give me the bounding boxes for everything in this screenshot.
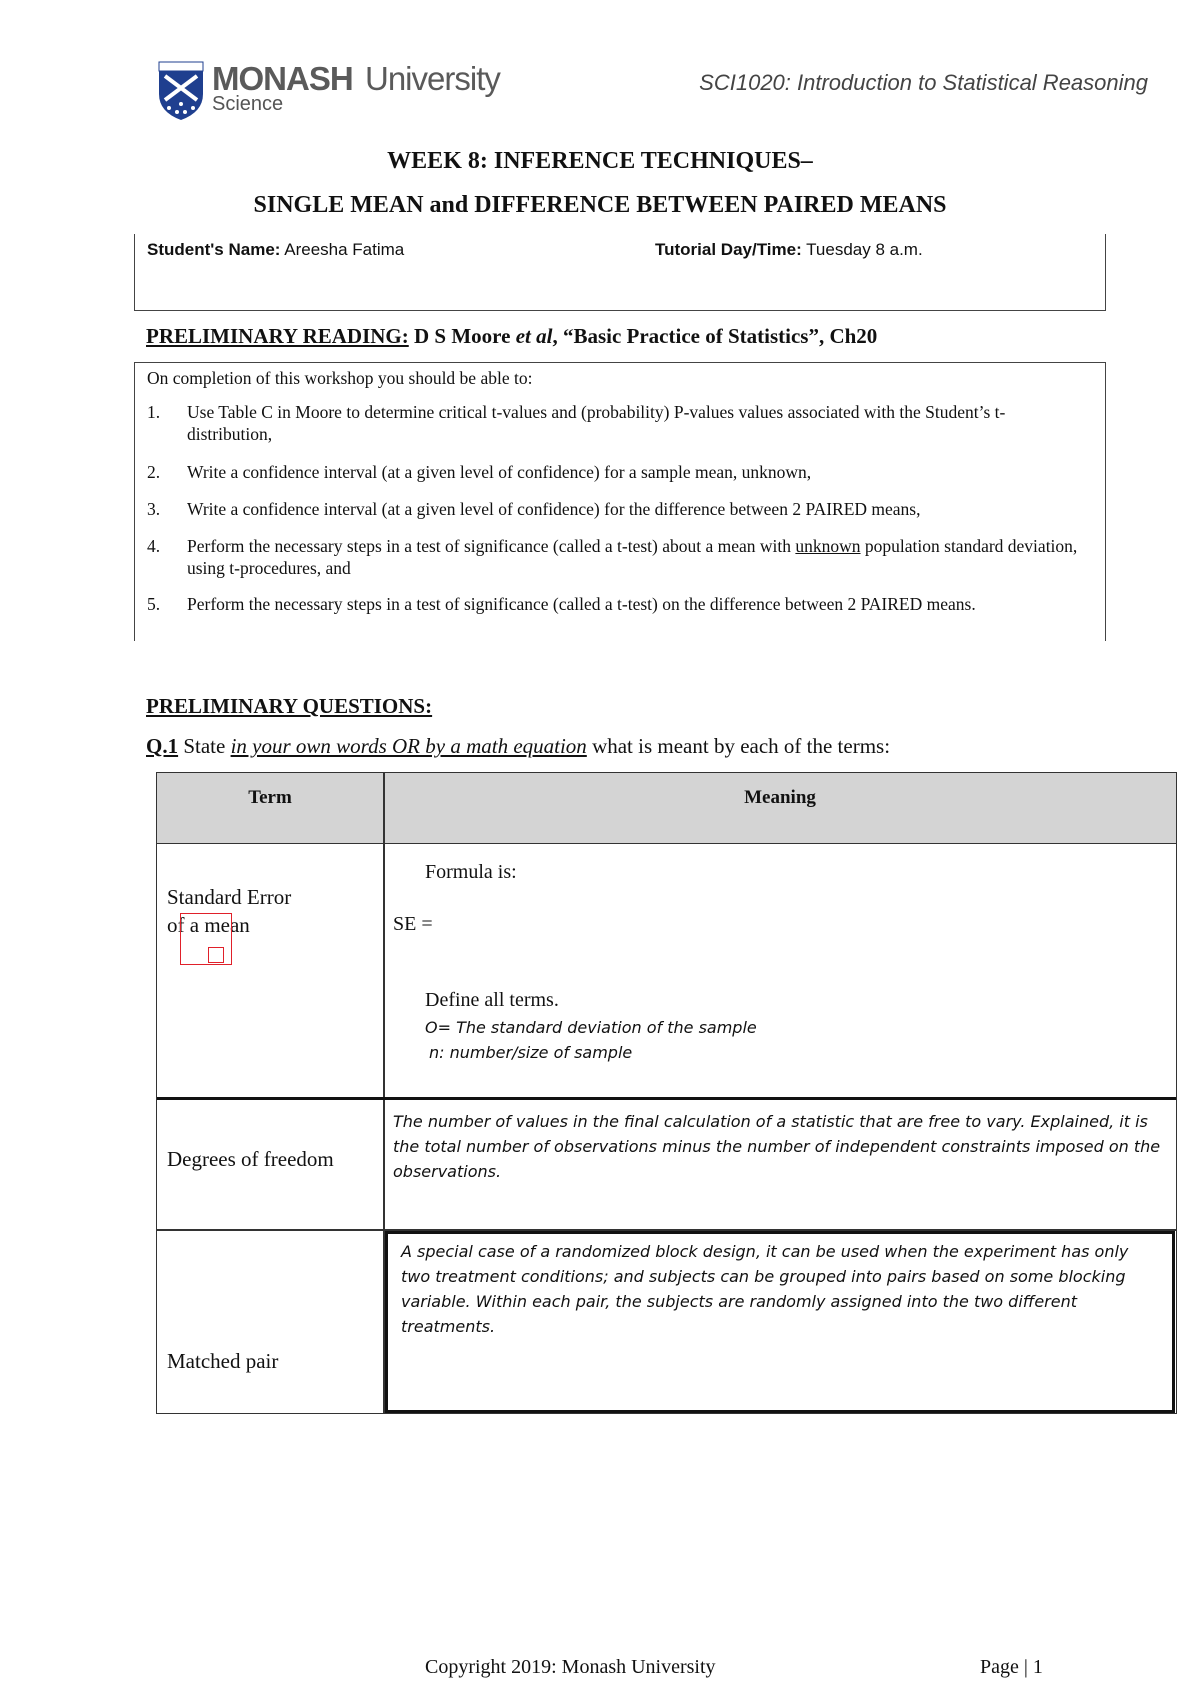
learning-objectives [134, 362, 1106, 641]
reading-text-b: , “Basic Practice of Statistics”, Ch20 [552, 324, 878, 348]
q1-label: Q.1 [146, 734, 179, 758]
se-formula: SE = [393, 913, 433, 935]
objective-text-a: Perform the necessary steps in a test of significance (called a t-test) about a mean with [187, 536, 796, 556]
header-meaning: Meaning [744, 787, 816, 808]
objective-text-b: population standard deviation, using t-procedures, and [187, 536, 1078, 578]
table-row-meaning: A special case of a randomized block design, it can be used when the experiment has only two treatment conditions; and subjects can be grouped into pairs based on some blocking variable. Within each pair, the subjects are randomly assigned into the two different treatments. [401, 1242, 1129, 1336]
terms-table [156, 772, 1177, 1414]
q1-text-a: State [178, 734, 231, 758]
footer-page-number: Page | 1 [980, 1656, 1043, 1678]
logo-science-word: Science [212, 93, 284, 115]
objective-text-underline: unknown [795, 536, 861, 556]
objective-text: Perform the necessary steps in a test of significance (called a t-test) on the difference between 2 PAIRED means. [187, 594, 976, 614]
table-row-meaning: The number of values in the final calculation of a statistic that are free to vary. Explained, it is the total number of observations minus the number of independent constraints imposed on the observations. [393, 1112, 1161, 1181]
objective-text [187, 535, 1087, 579]
objective-number: 5. [147, 594, 161, 614]
header-term: Term [248, 787, 292, 808]
term-line: of a mean [167, 913, 250, 937]
table-header [157, 773, 1176, 844]
student-name-value: Areesha Fatima [284, 240, 405, 259]
table-row-term: Matched pair [167, 1349, 279, 1373]
row-divider [157, 1097, 1176, 1100]
monash-crest-icon [155, 60, 207, 122]
student-name-label: Student's Name: [147, 240, 281, 259]
logo-monash-word: MONASH [212, 60, 353, 97]
tutorial-row [655, 240, 923, 260]
objective-text: Use Table C in Moore to determine critical t-values and (probability) P-values values associated with the Student’s t-distribution, [187, 402, 1006, 444]
objective-number: 2. [147, 462, 161, 482]
preliminary-reading [146, 324, 877, 349]
red-annotation-box-small [208, 947, 224, 963]
q1-text-emphasis: in your own words OR by a math equation [230, 734, 587, 758]
objective-number: 1. [147, 402, 161, 422]
reading-text-italic: et al [515, 324, 553, 348]
objectives-intro: On completion of this workshop you should be able to: [147, 368, 533, 388]
definition-n: n: number/size of sample [429, 1043, 633, 1062]
definition-sigma: O= The standard deviation of the sample [425, 1018, 757, 1037]
page-title-line1: WEEK 8: INFERENCE TECHNIQUES– [387, 148, 813, 174]
objective-text: Write a confidence interval (at a given level of confidence) for the difference between 2 PAIRED means, [187, 499, 921, 519]
course-title: SCI1020: Introduction to Statistical Reasoning [699, 70, 1148, 95]
student-info-box [134, 234, 1106, 311]
q1-text-b: what is meant by each of the terms: [586, 734, 891, 758]
preliminary-questions-heading: PRELIMINARY QUESTIONS: [146, 694, 433, 718]
objective-number: 3. [147, 499, 161, 519]
formula-label: Formula is: [425, 861, 517, 883]
define-terms: Define all terms. [425, 989, 559, 1011]
question-1 [146, 734, 890, 759]
footer-copyright: Copyright 2019: Monash University [425, 1656, 716, 1678]
reading-text-a: D S Moore [408, 324, 516, 348]
tutorial-value: Tuesday 8 a.m. [806, 240, 923, 259]
logo-university-word: University [365, 60, 500, 97]
reading-label: PRELIMINARY READING: [146, 324, 409, 348]
table-row-term: Degrees of freedom [167, 1147, 334, 1171]
red-annotation-box [180, 913, 232, 965]
student-name-row [147, 240, 404, 260]
objective-number: 4. [147, 536, 161, 556]
objective-text: Write a confidence interval (at a given level of confidence) for a sample mean, unknown, [187, 462, 812, 482]
page-title-line2: SINGLE MEAN and DIFFERENCE BETWEEN PAIRED MEANS [253, 192, 947, 218]
tutorial-label: Tutorial Day/Time: [655, 240, 802, 259]
term-line: Standard Error [167, 885, 292, 909]
monash-logo [155, 60, 515, 122]
